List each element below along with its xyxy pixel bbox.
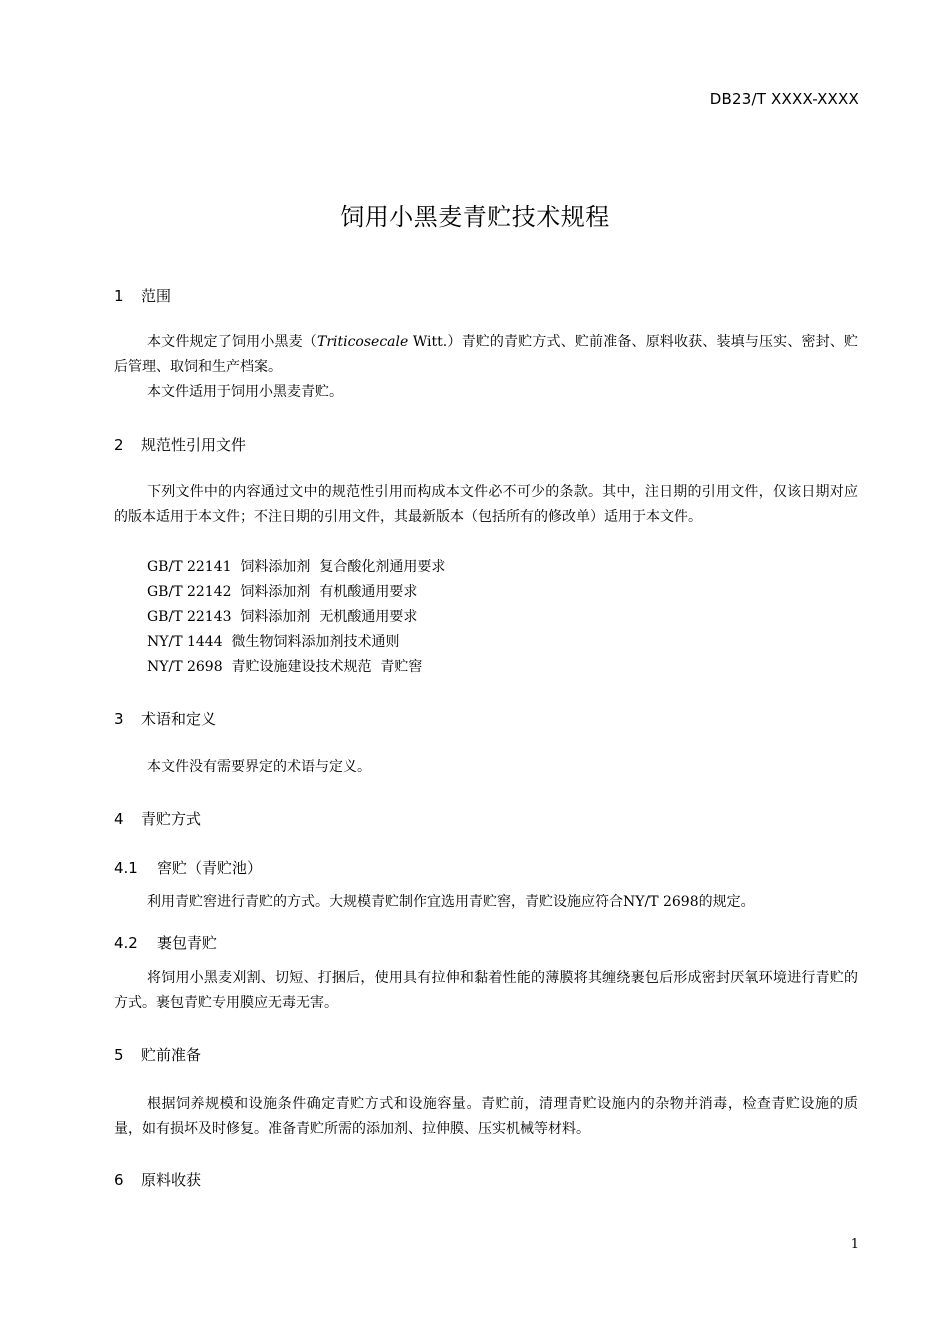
section-heading-5 <box>114 1044 201 1065</box>
paragraph-pit-silage: 利用青贮窖进行青贮的方式。大规模青贮制作宜选用青贮窖，青贮设施应符合NY/T 2698的规定。 <box>147 894 755 910</box>
section-number: 4 <box>114 810 124 828</box>
paragraph-wrapped-silage: 将饲用小黑麦刈割、切短、打捆后，使用具有拉伸和黏着性能的薄膜将其缠绕裹包后形成密封厌氧环境进行青贮的方式。裹包青贮专用膜应无毒无害。 <box>114 970 858 1011</box>
section-heading-3 <box>114 708 216 729</box>
section-title: 青贮方式 <box>141 810 202 828</box>
subsection-title: 窖贮（青贮池） <box>157 859 263 877</box>
document-code: DB23/T XXXX-XXXX <box>709 90 859 108</box>
section-heading-4 <box>114 808 201 829</box>
section-number: 6 <box>114 1171 124 1189</box>
section-number: 2 <box>114 436 124 454</box>
reference-list <box>147 555 445 680</box>
reference-item: GB/T 22142 饲料添加剂 有机酸通用要求 <box>147 584 418 600</box>
subsection-number: 4.2 <box>114 934 138 952</box>
subsection-number: 4.1 <box>114 859 138 877</box>
subsection-heading-4-2 <box>114 932 217 953</box>
paragraph-text: 本文件规定了饲用小黑麦（ <box>147 334 317 350</box>
section-title: 范围 <box>141 287 172 305</box>
section-heading-2 <box>114 434 246 455</box>
section-title: 术语和定义 <box>141 710 217 728</box>
document-title: 饲用小黑麦青贮技术规程 <box>340 203 610 231</box>
paragraph-text: Witt.）青贮的青贮方式、贮前准备、原料收获、装填与压实、密封、贮后管理、取饲和生产档案。 <box>114 334 859 375</box>
paragraph-terms: 本文件没有需要界定的术语与定义。 <box>147 759 371 775</box>
section-heading-6 <box>114 1169 201 1190</box>
section-number: 3 <box>114 710 124 728</box>
section-title: 规范性引用文件 <box>141 436 247 454</box>
reference-item: GB/T 22141 饲料添加剂 复合酸化剂通用要求 <box>147 559 446 575</box>
subsection-title: 裹包青贮 <box>157 934 218 952</box>
reference-item: GB/T 22143 饲料添加剂 无机酸通用要求 <box>147 609 418 625</box>
section-number: 5 <box>114 1046 124 1064</box>
section-title: 原料收获 <box>141 1171 202 1189</box>
paragraph-normative-refs: 下列文件中的内容通过文中的规范性引用而构成本文件必不可少的条款。其中，注日期的引用文件，仅该日期对应的版本适用于本文件；不注日期的引用文件，其最新版本（包括所有的修改单）适用于本文件。 <box>114 484 858 525</box>
page-number: 1 <box>850 1237 859 1252</box>
section-number: 1 <box>114 287 124 305</box>
reference-item: NY/T 1444 微生物饲料添加剂技术通则 <box>147 634 400 650</box>
section-heading-1 <box>114 285 171 306</box>
paragraph-scope-2: 本文件适用于饲用小黑麦青贮。 <box>147 384 343 400</box>
paragraph-preparation: 根据饲养规模和设施条件确定青贮方式和设施容量。青贮前，清理青贮设施内的杂物并消毒，检查青贮设施的质量，如有损坏及时修复。准备青贮所需的添加剂、拉伸膜、压实机械等材料。 <box>114 1096 858 1137</box>
latin-name: Triticosecale <box>316 334 409 350</box>
reference-item: NY/T 2698 青贮设施建设技术规范 青贮窖 <box>147 659 423 675</box>
paragraph-scope-1 <box>114 330 858 380</box>
section-title: 贮前准备 <box>141 1046 202 1064</box>
subsection-heading-4-1 <box>114 857 262 878</box>
